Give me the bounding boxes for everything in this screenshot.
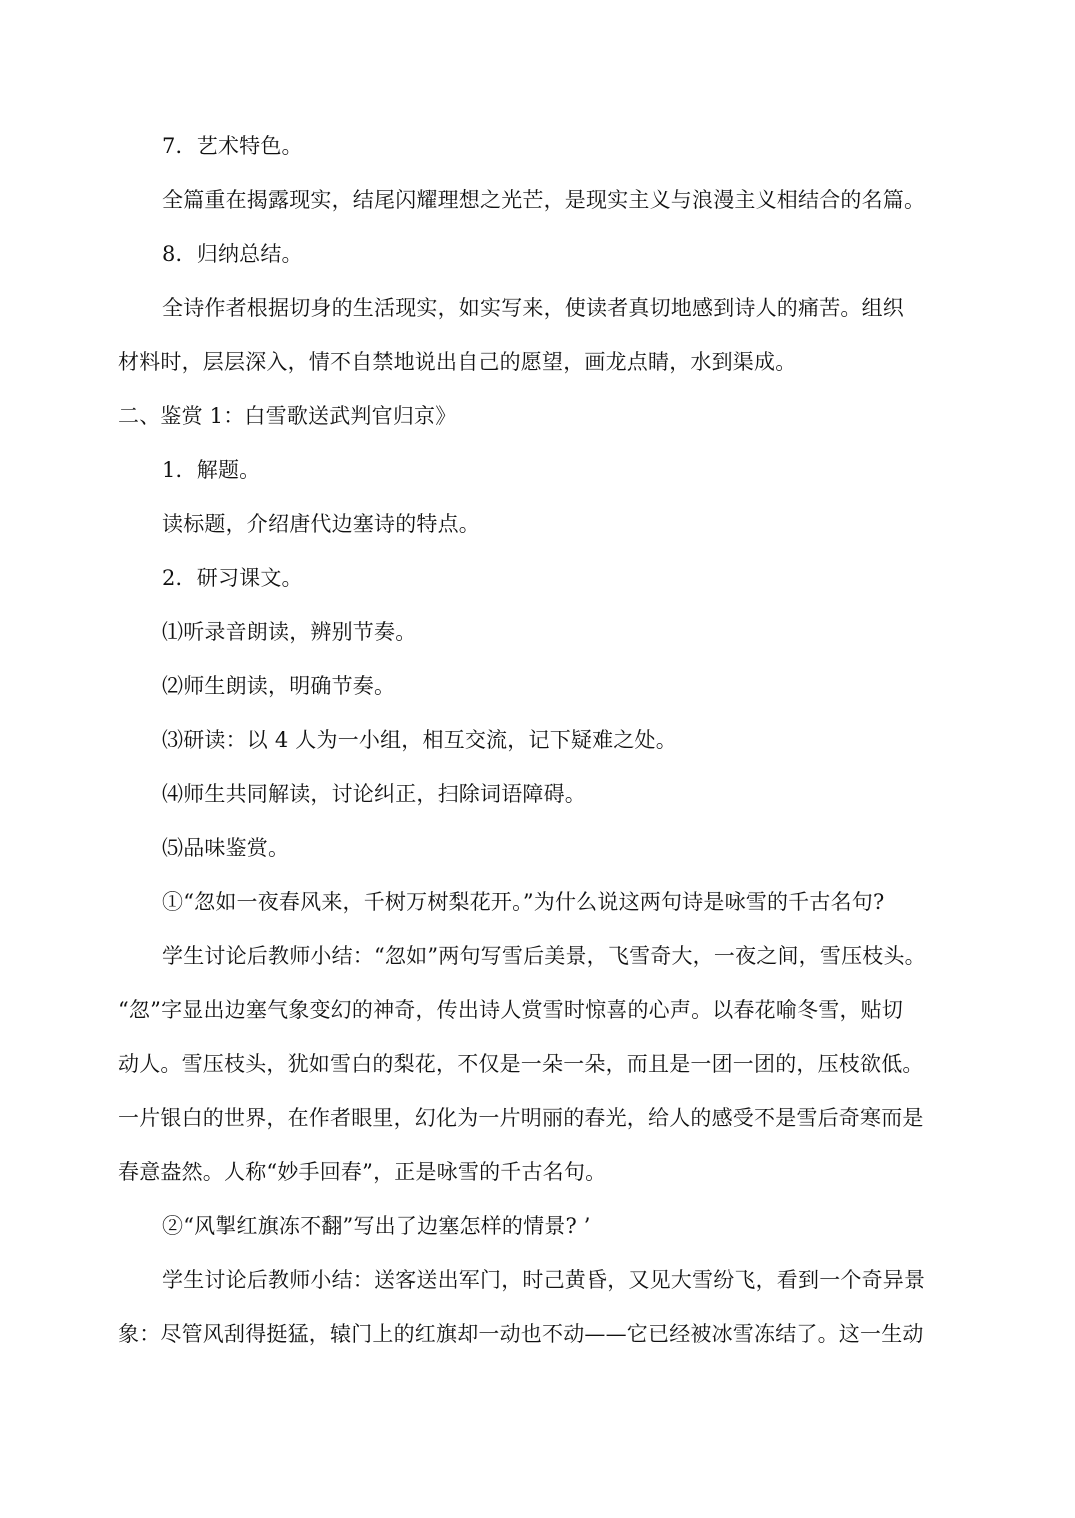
paragraph-continuation: 象：尽管风刮得挺猛，辕门上的红旗却一动也不动——它已经被冰雪冻结了。这一生动 (118, 1322, 924, 1346)
paragraph-continuation: 一片银白的世界，在作者眼里，幻化为一片明丽的春光，给人的感受不是雪后奇寒而是 (118, 1106, 924, 1130)
list-item: ⑷师生共同解读，讨论纠正，扫除词语障碍。 (162, 782, 586, 806)
paragraph-continuation: 春意盎然。人称“妙手回春”，正是咏雪的千古名句。 (118, 1160, 607, 1184)
section-heading-1: 1．解题。 (162, 458, 261, 482)
paragraph-continuation: “忽”字显出边塞气象变幻的神奇，传出诗人赏雪时惊喜的心声。以春花喻冬雪，贴切 (118, 998, 904, 1022)
paragraph: 全篇重在揭露现实，结尾闪耀理想之光芒，是现实主义与浪漫主义相结合的名篇。 (162, 188, 926, 212)
paragraph: 全诗作者根据切身的生活现实，如实写来，使读者真切地感到诗人的痛苦。组织 (162, 296, 904, 320)
list-item: ⑴听录音朗读，辨别节奏。 (162, 620, 417, 644)
section-heading-2: 2．研习课文。 (162, 566, 303, 590)
section-heading-7: 7．艺术特色。 (162, 134, 303, 158)
list-item: ⑶研读：以 4 人为一小组，相互交流，记下疑难之处。 (162, 728, 677, 752)
list-item: ⑵师生朗读，明确节奏。 (162, 674, 396, 698)
list-item: ⑸品味鉴赏。 (162, 836, 290, 860)
section-heading-8: 8．归纳总结。 (162, 242, 303, 266)
question: ①“忽如一夜春风来，千树万树梨花开。”为什么说这两句诗是咏雪的千古名句? (162, 890, 885, 914)
paragraph: 学生讨论后教师小结：送客送出军门，时己黄昏，又见大雪纷飞，看到一个奇异景 (162, 1268, 926, 1292)
paragraph-continuation: 动人。雪压枝头，犹如雪白的梨花，不仅是一朵一朵，而且是一团一团的，压枝欲低。 (118, 1052, 924, 1076)
paragraph: 读标题，介绍唐代边塞诗的特点。 (162, 512, 480, 536)
paragraph: 学生讨论后教师小结：“忽如”两句写雪后美景，飞雪奇大，一夜之间，雪压枝头。 (162, 944, 926, 968)
paragraph-continuation: 材料时，层层深入，情不自禁地说出自己的愿望，画龙点睛，水到渠成。 (118, 350, 797, 374)
chapter-heading: 二、鉴赏 1：白雪歌送武判官归京》 (118, 404, 457, 428)
question: ②“风掣红旗冻不翻”写出了边塞怎样的情景? ’ (162, 1214, 591, 1238)
